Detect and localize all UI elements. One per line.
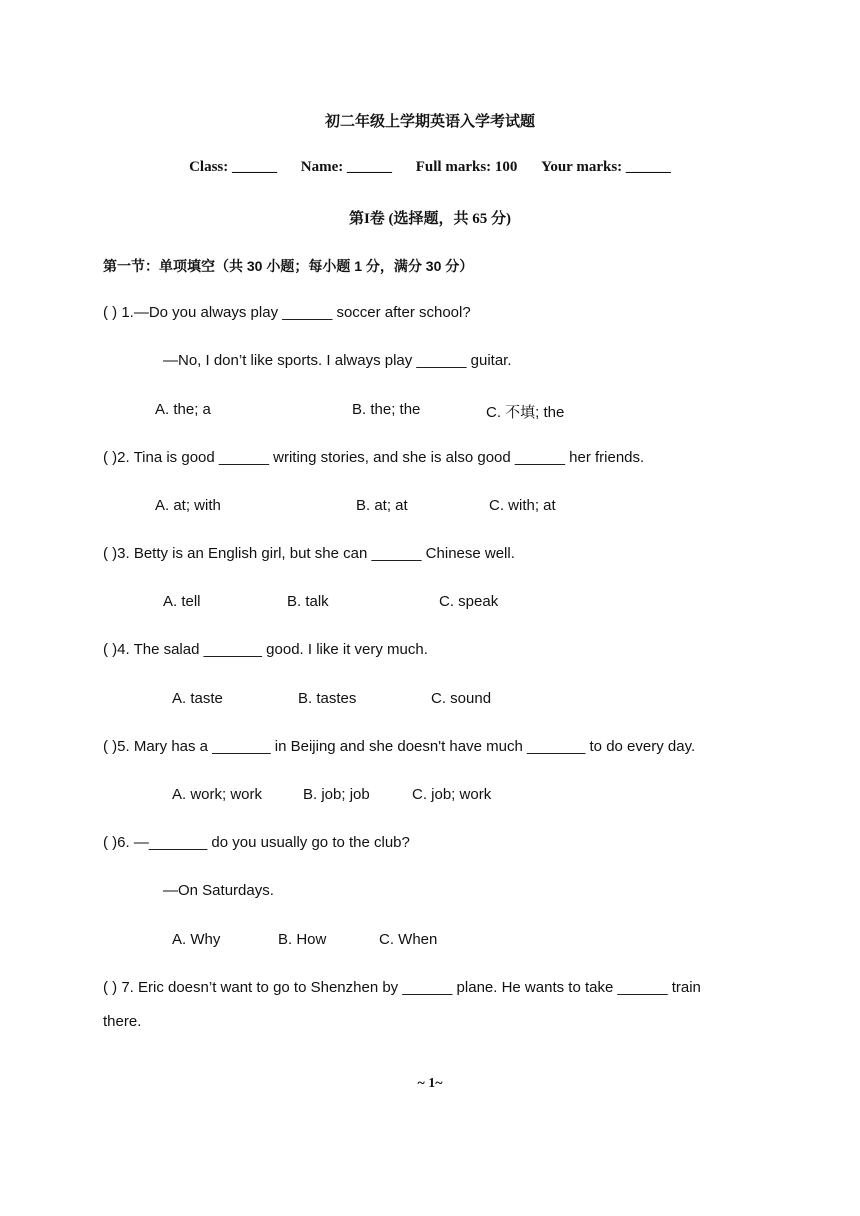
question-5-option-c: C. job; work (412, 786, 492, 803)
question-2-stem: ( )2. Tina is good ______ writing stories, and she is also good ______ her friends. (103, 449, 645, 466)
class-field: Class: ______ (189, 159, 278, 175)
question-6-option-a: A. Why (172, 931, 221, 948)
question-6-option-b: B. How (278, 931, 327, 948)
question-5-option-b: B. job; job (303, 786, 370, 803)
student-info-line (0, 159, 860, 176)
page-number: ~ 1~ (417, 1076, 443, 1091)
question-6-reply: —On Saturdays. (163, 882, 274, 899)
question-2-option-c: C. with; at (489, 497, 556, 514)
question-1-option-b: B. the; the (352, 401, 421, 418)
question-6-option-c: C. When (379, 931, 438, 948)
section-title: 第一节：单项填空（共 30 小题；每小题 1 分，满分 30 分） (103, 258, 474, 274)
question-2-option-a: A. at; with (155, 497, 221, 514)
question-5-stem: ( )5. Mary has a _______ in Beijing and she doesn't have much _______ to do every day. (103, 738, 696, 755)
exam-title: 初二年级上学期英语入学考试题 (324, 113, 535, 130)
question-1-option-a: A. the; a (155, 401, 211, 418)
question-5-option-a: A. work; work (172, 786, 263, 803)
question-1-option-c: C. 不填; the (486, 404, 565, 421)
question-4-stem: ( )4. The salad _______ good. I like it very much. (103, 641, 428, 658)
question-4-option-a: A. taste (172, 690, 223, 707)
question-3-stem: ( )3. Betty is an English girl, but she can ______ Chinese well. (103, 545, 515, 562)
question-3-option-c: C. speak (439, 593, 499, 610)
question-1-stem: ( ) 1.—Do you always play ______ soccer after school? (103, 304, 471, 321)
part-title: 第I卷 (选择题，共 65 分) (348, 211, 512, 227)
full-marks: Full marks: 100 (415, 159, 518, 175)
question-2-option-b: B. at; at (356, 497, 408, 514)
question-3-option-b: B. talk (287, 593, 329, 610)
question-6-stem: ( )6. —_______ do you usually go to the club? (103, 834, 410, 851)
name-field: Name: ______ (300, 159, 392, 175)
your-marks-field: Your marks: ______ (541, 159, 671, 175)
question-3-option-a: A. tell (163, 593, 201, 610)
question-4-option-b: B. tastes (298, 690, 357, 707)
question-4-option-c: C. sound (431, 690, 492, 707)
question-7-stem: ( ) 7. Eric doesn’t want to go to Shenzhen by ______ plane. He wants to take ______ train (103, 979, 701, 996)
question-1-reply: —No, I don’t like sports. I always play ______ guitar. (163, 352, 512, 369)
question-7-stem-continued: there. (103, 1013, 142, 1030)
